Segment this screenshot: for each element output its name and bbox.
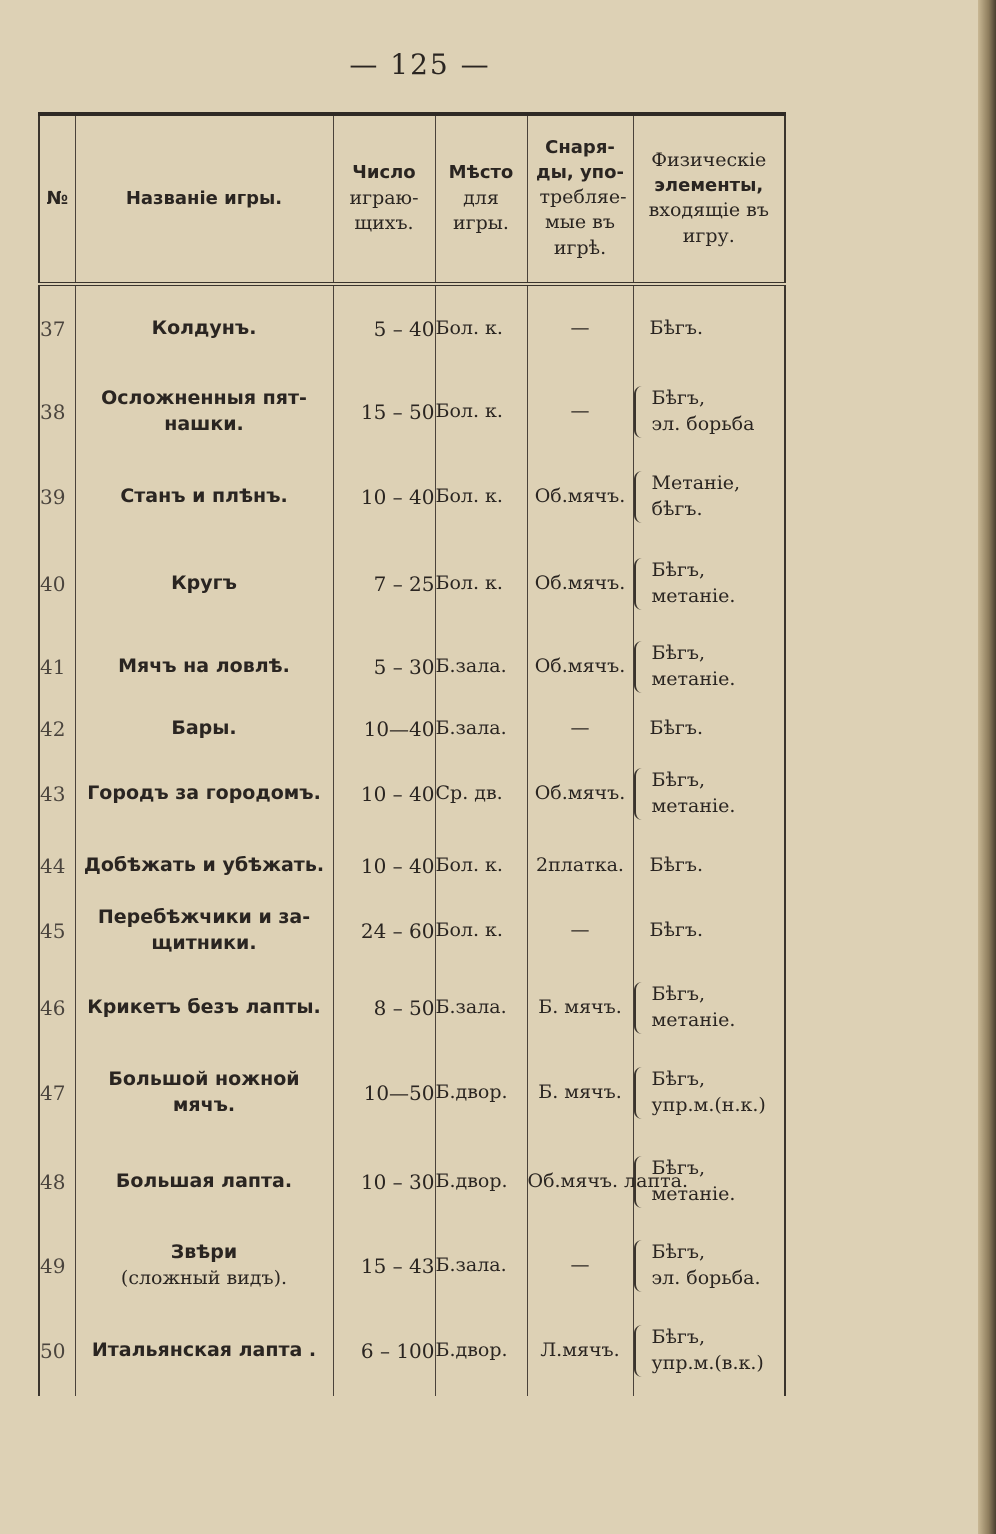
game-place: Бол. к. <box>435 372 527 452</box>
row-number: 44 <box>40 853 66 878</box>
game-name-sub: (сложный видъ). <box>120 1267 288 1289</box>
brace-mark <box>634 1067 646 1118</box>
physical-elements <box>633 626 785 708</box>
player-count: 10 – 40 <box>333 750 435 838</box>
game-place: Бол. к. <box>435 894 527 968</box>
physical-element: Бѣгъ, <box>651 642 706 665</box>
physical-elements <box>633 838 785 894</box>
game-name <box>75 708 333 750</box>
game-name <box>75 542 333 626</box>
game-name-text: Перебѣжчики и за-щитники. <box>97 906 311 954</box>
game-equipment: 2платка. <box>527 838 633 894</box>
header-players <box>333 114 435 284</box>
physical-lines <box>652 1156 736 1207</box>
player-count: 15 – 50 <box>333 372 435 452</box>
row-number: 43 <box>40 781 66 806</box>
physical-lines <box>652 768 736 819</box>
header-place <box>435 114 527 284</box>
game-equipment: Об.мячъ. <box>527 542 633 626</box>
player-count: 10—40 <box>333 708 435 750</box>
row-number: 47 <box>40 1080 66 1105</box>
game-name <box>75 372 333 452</box>
physical-lines <box>652 386 755 437</box>
row-number: 49 <box>40 1253 66 1278</box>
game-place: Бол. к. <box>435 542 527 626</box>
brace-mark <box>634 1156 646 1207</box>
table-row <box>39 542 785 626</box>
physical-elements <box>633 1048 785 1138</box>
physical-element: Бѣгъ, <box>651 1157 706 1180</box>
physical-element: Бѣгъ, <box>651 983 706 1006</box>
brace-mark <box>634 853 644 879</box>
game-name <box>75 968 333 1048</box>
game-place: Ср. дв. <box>435 750 527 838</box>
physical-lines <box>652 1067 766 1118</box>
player-count: 10 – 40 <box>333 838 435 894</box>
physical-elements <box>633 1138 785 1226</box>
game-name <box>75 750 333 838</box>
game-equipment: Об.мячъ. <box>527 626 633 708</box>
row-number: 37 <box>40 316 66 341</box>
brace-mark <box>634 1325 646 1376</box>
row-number: 42 <box>40 716 66 741</box>
game-name-text: Итальянская лапта . <box>91 1339 317 1362</box>
brace-mark <box>634 982 646 1033</box>
brace-mark <box>634 558 646 609</box>
game-name-text: Добѣжать и убѣжать. <box>83 854 325 877</box>
player-count: 10 – 40 <box>333 452 435 542</box>
physical-element: упр.м.(в.к.) <box>651 1352 764 1374</box>
physical-lines <box>652 1325 764 1376</box>
physical-elements <box>633 968 785 1048</box>
physical-element: метаніе. <box>651 1183 736 1205</box>
player-count: 8 – 50 <box>333 968 435 1048</box>
game-name-text: Бары. <box>171 717 237 740</box>
table-row <box>39 1138 785 1226</box>
physical-element: Бѣгъ. <box>649 717 704 740</box>
game-name-text: Станъ и плѣнъ. <box>120 485 288 508</box>
player-count: 24 – 60 <box>333 894 435 968</box>
game-name <box>75 1226 333 1306</box>
game-name <box>75 894 333 968</box>
header-row <box>39 114 785 284</box>
game-place: Бол. к. <box>435 452 527 542</box>
physical-element: Бѣгъ. <box>649 317 704 340</box>
brace-mark <box>634 918 644 944</box>
header-physical-line1: Физическіе <box>651 149 767 172</box>
player-count: 5 – 30 <box>333 626 435 708</box>
physical-element: упр.м.(н.к.) <box>651 1094 766 1116</box>
table-row <box>39 1048 785 1138</box>
game-name <box>75 1048 333 1138</box>
header-name: Названіе игры. <box>75 114 333 284</box>
game-name-text: Осложненныя пят-нашки. <box>101 387 307 435</box>
physical-element: Бѣгъ, <box>651 387 706 410</box>
game-place: Б.двор. <box>435 1048 527 1138</box>
physical-lines <box>650 918 704 944</box>
game-name-text: Большой ножной мячъ. <box>108 1068 300 1116</box>
physical-element: Бѣгъ. <box>649 919 704 942</box>
physical-element: Бѣгъ. <box>649 854 704 877</box>
brace-mark <box>634 471 646 522</box>
game-equipment: Об.мячъ. <box>527 750 633 838</box>
game-equipment: — <box>527 284 633 372</box>
header-players-title: Число <box>352 162 416 184</box>
physical-element: Бѣгъ, <box>651 1241 706 1264</box>
table-row <box>39 452 785 542</box>
physical-elements <box>633 894 785 968</box>
game-place: Бол. к. <box>435 838 527 894</box>
game-name <box>75 626 333 708</box>
brace-mark <box>634 1240 646 1291</box>
game-place: Б.зала. <box>435 968 527 1048</box>
physical-element: метаніе. <box>651 668 736 690</box>
game-name-text: Колдунъ. <box>151 317 257 340</box>
game-equipment: Об.мячъ. <box>527 452 633 542</box>
header-place-title: Мѣсто <box>448 162 514 184</box>
physical-elements <box>633 708 785 750</box>
game-equipment: — <box>527 894 633 968</box>
game-equipment: — <box>527 708 633 750</box>
brace-mark <box>634 316 644 342</box>
row-number: 45 <box>40 918 66 943</box>
header-equipment-title: Снаря-ды, упо- <box>536 137 624 183</box>
game-name-text: Мячъ на ловлѣ. <box>118 655 290 678</box>
table-row <box>39 1226 785 1306</box>
brace-mark <box>634 768 646 819</box>
physical-elements <box>633 542 785 626</box>
physical-elements <box>633 750 785 838</box>
physical-elements <box>633 452 785 542</box>
game-equipment: Об.мячъ. лапта. <box>527 1138 633 1226</box>
physical-element: бѣгъ. <box>651 498 703 520</box>
header-equipment <box>527 114 633 284</box>
physical-element: метаніе. <box>651 1009 736 1031</box>
row-number: 39 <box>40 484 66 509</box>
table-row <box>39 626 785 708</box>
table-row <box>39 708 785 750</box>
player-count: 10—50 <box>333 1048 435 1138</box>
game-place: Б.зала. <box>435 1226 527 1306</box>
header-physical-rest: входящіе въ игру. <box>648 199 769 247</box>
page-edge <box>978 0 996 1534</box>
game-name <box>75 1138 333 1226</box>
player-count: 7 – 25 <box>333 542 435 626</box>
row-number: 38 <box>40 399 66 424</box>
player-count: 15 – 43 <box>333 1226 435 1306</box>
physical-lines <box>650 316 704 342</box>
row-number: 50 <box>40 1338 66 1363</box>
header-physical-title: элементы, <box>654 175 764 197</box>
player-count: 6 – 100 <box>333 1306 435 1396</box>
row-number: 46 <box>40 995 66 1020</box>
game-equipment: Л.мячъ. <box>527 1306 633 1396</box>
table-row <box>39 894 785 968</box>
physical-elements <box>633 1306 785 1396</box>
player-count: 5 – 40 <box>333 284 435 372</box>
physical-element: метаніе. <box>651 585 736 607</box>
physical-elements <box>633 372 785 452</box>
physical-element: эл. борьба. <box>651 1267 761 1289</box>
game-name-text: Большая лапта. <box>115 1170 293 1193</box>
games-table <box>38 112 786 1396</box>
physical-lines <box>650 853 704 879</box>
physical-element: метаніе. <box>651 795 736 817</box>
game-place: Б.двор. <box>435 1138 527 1226</box>
physical-lines <box>650 716 704 742</box>
game-place: Б.зала. <box>435 626 527 708</box>
table-row <box>39 284 785 372</box>
header-num: № <box>39 114 75 284</box>
game-name <box>75 284 333 372</box>
game-name <box>75 452 333 542</box>
game-place: Б.зала. <box>435 708 527 750</box>
header-place-rest: для игры. <box>453 186 509 235</box>
table-row <box>39 838 785 894</box>
table-row <box>39 372 785 452</box>
game-equipment: Б. мячъ. <box>527 1048 633 1138</box>
header-physical <box>633 114 785 284</box>
physical-elements <box>633 1226 785 1306</box>
physical-element: Метаніе, <box>651 472 741 495</box>
brace-mark <box>634 641 646 692</box>
physical-lines <box>652 982 736 1033</box>
table-row <box>39 1306 785 1396</box>
game-name <box>75 838 333 894</box>
player-count: 10 – 30 <box>333 1138 435 1226</box>
physical-lines <box>652 471 741 522</box>
row-number: 48 <box>40 1169 66 1194</box>
game-name-text: Городъ за городомъ. <box>87 782 321 805</box>
game-equipment: — <box>527 1226 633 1306</box>
game-place: Бол. к. <box>435 284 527 372</box>
table-row <box>39 968 785 1048</box>
row-number: 41 <box>40 654 66 679</box>
header-players-rest: играю-щихъ. <box>349 186 419 235</box>
header-equipment-rest: требляе-мые въ игрѣ. <box>539 185 627 260</box>
brace-mark <box>634 386 646 437</box>
game-name <box>75 1306 333 1396</box>
game-name-text: Звѣри <box>170 1241 238 1264</box>
game-place: Б.двор. <box>435 1306 527 1396</box>
game-equipment: Б. мячъ. <box>527 968 633 1048</box>
game-equipment: — <box>527 372 633 452</box>
physical-element: Бѣгъ, <box>651 769 706 792</box>
physical-element: Бѣгъ, <box>651 1068 706 1091</box>
physical-lines <box>652 641 736 692</box>
row-number: 40 <box>40 571 66 596</box>
physical-lines <box>652 558 736 609</box>
physical-element: Бѣгъ, <box>651 1326 706 1349</box>
table-row <box>39 750 785 838</box>
physical-element: Бѣгъ, <box>651 559 706 582</box>
physical-lines <box>652 1240 761 1291</box>
page-number: — 125 — <box>349 48 491 81</box>
game-name-text: Кругъ <box>171 572 237 595</box>
physical-elements <box>633 284 785 372</box>
game-name-text: Крикетъ безъ лапты. <box>87 996 321 1019</box>
physical-element: эл. борьба <box>651 413 755 435</box>
brace-mark <box>634 716 644 742</box>
